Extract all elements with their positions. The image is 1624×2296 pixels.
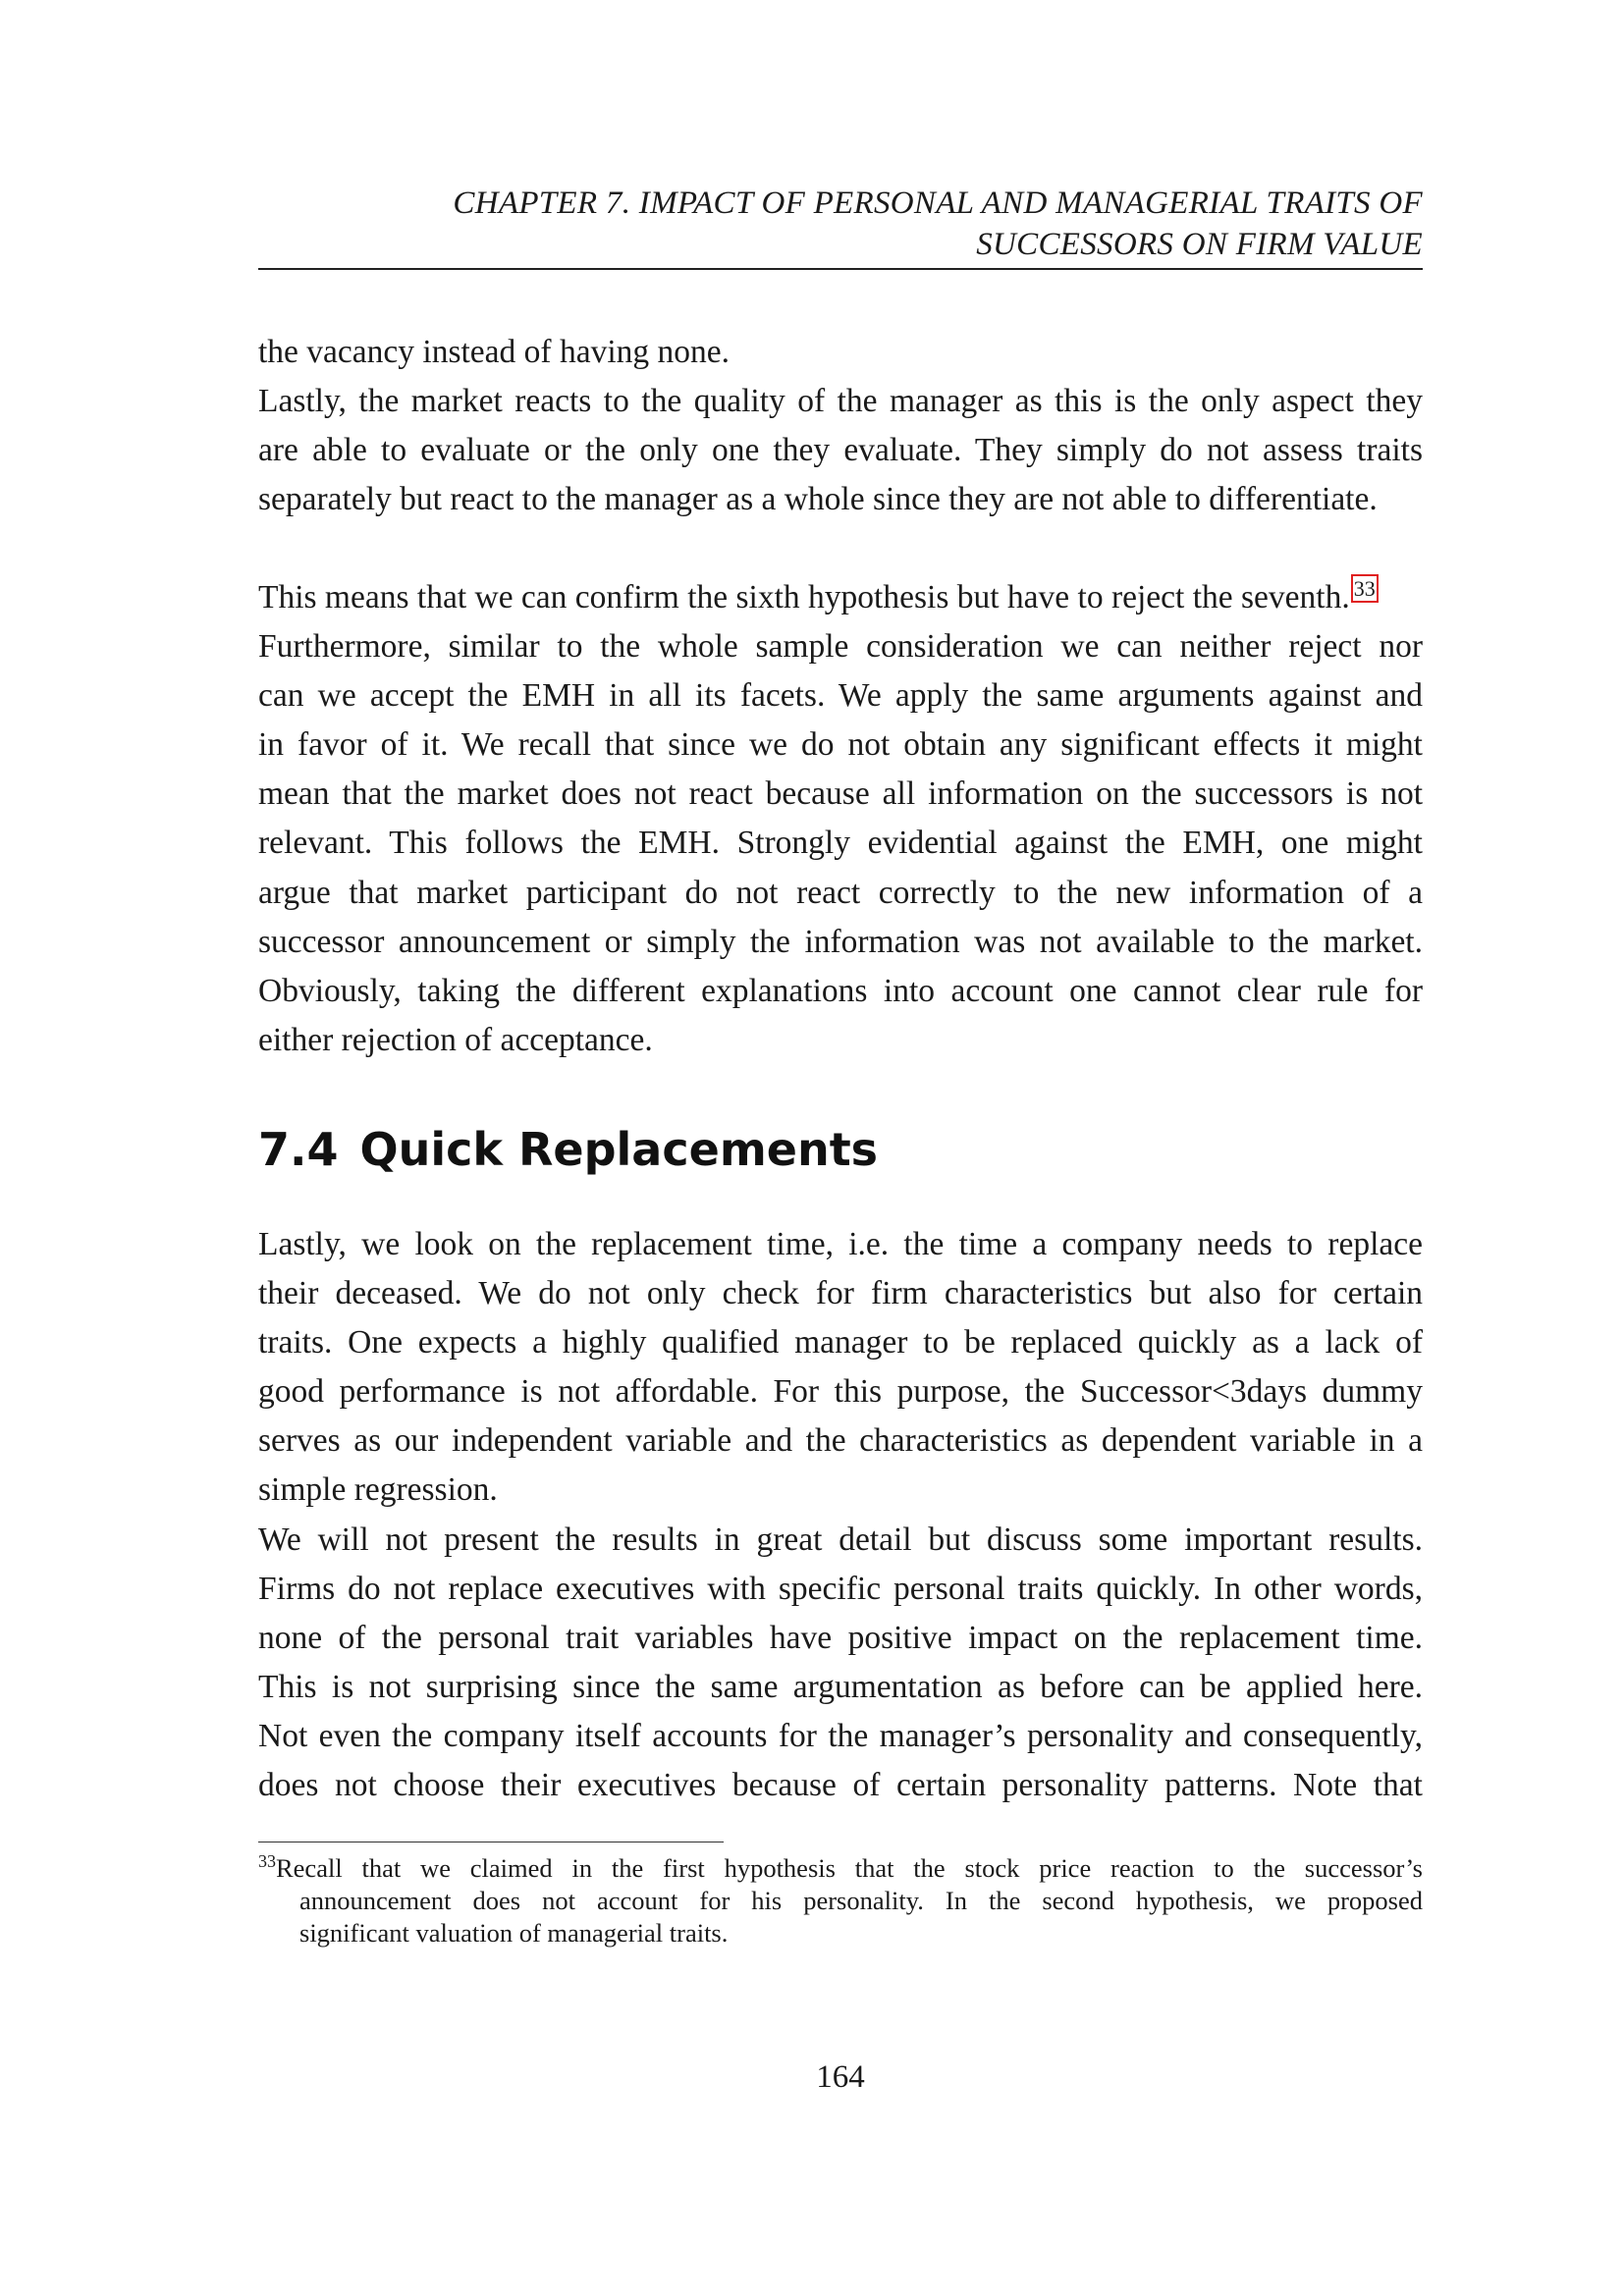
footnote-mark: 33 — [258, 1851, 276, 1872]
text-line: Lastly, we look on the replacement time, i.e. the time a company needs to replace — [258, 1226, 1423, 1262]
footnote-text: Recall that we claimed in the first hypothesis that the stock price reaction to the successor’s — [276, 1853, 1423, 1883]
footnote-line — [258, 1852, 1423, 1885]
paragraph-3 — [258, 1220, 1423, 1810]
text-line: simple regression. — [258, 1471, 498, 1509]
footnote-link-33[interactable]: 33 — [1351, 574, 1379, 603]
text-line: in favor of it. We recall that since we do not obtain any significant effects it might — [258, 726, 1423, 764]
text-line: argue that market participant do not react correctly to the new information of a — [258, 874, 1423, 911]
section-heading — [258, 1121, 878, 1178]
section-title: Quick Replacements — [359, 1123, 879, 1176]
header-line-2: SUCCESSORS ON FIRM VALUE — [976, 227, 1423, 262]
text-line: are able to evaluate or the only one they evaluate. They simply do not assess traits — [258, 432, 1423, 469]
footnote-33 — [258, 1852, 1423, 1949]
text-line: This is not surprising since the same argumentation as before can be applied here. — [258, 1668, 1423, 1705]
text-line: Furthermore, similar to the whole sample consideration we can neither reject nor — [258, 628, 1423, 666]
paragraph-2 — [258, 573, 1423, 1065]
text-line: Not even the company itself accounts for the manager’s personality and consequently, — [258, 1717, 1423, 1754]
running-header — [258, 183, 1423, 265]
text-line: Lastly, the market reacts to the quality of the manager as this is the only aspect they — [258, 383, 1423, 420]
text-line: either rejection of acceptance. — [258, 1021, 653, 1058]
text-line: Firms do not replace executives with specific personal traits quickly. In other words, — [258, 1570, 1423, 1607]
footnote-line: significant valuation of managerial traits. — [299, 1918, 729, 1948]
header-line-1: CHAPTER 7. IMPACT OF PERSONAL AND MANAGERIAL TRAITS OF — [453, 186, 1423, 221]
section-number: 7.4 — [258, 1123, 339, 1176]
text-line: serves as our independent variable and the characteristics as dependent variable in a — [258, 1422, 1423, 1460]
text-line: can we accept the EMH in all its facets. We apply the same arguments against and — [258, 677, 1423, 715]
text-line: We will not present the results in great detail but discuss some important results. — [258, 1521, 1423, 1558]
page-number: 164 — [816, 2059, 865, 2095]
text-line: Obviously, taking the different explanations into account one cannot clear rule for — [258, 972, 1423, 1009]
text-line: the vacancy instead of having none. — [258, 334, 730, 370]
text-line: traits. One expects a highly qualified manager to be replaced quickly as a lack of — [258, 1324, 1423, 1362]
text-line: good performance is not affordable. For this purpose, the Successor<3days dummy — [258, 1373, 1423, 1411]
text-line: mean that the market does not react because all information on the successors is not — [258, 775, 1423, 813]
paragraph-1 — [258, 328, 1423, 524]
text-line: relevant. This follows the EMH. Strongly evidential against the EMH, one might — [258, 825, 1423, 862]
text-line — [258, 573, 1423, 622]
text-line: separately but react to the manager as a whole since they are not able to differentiate. — [258, 481, 1378, 518]
text-line: none of the personal trait variables have positive impact on the replacement time. — [258, 1619, 1423, 1656]
text-line: their deceased. We do not only check for firm characteristics but also for certain — [258, 1275, 1423, 1312]
footnote-line: announcement does not account for his personality. In the second hypothesis, we proposed — [299, 1886, 1423, 1915]
text-line: does not choose their executives because of certain personality patterns. Note that — [258, 1767, 1423, 1804]
header-rule — [258, 268, 1423, 270]
text-line-content: This means that we can confirm the sixth hypothesis but have to reject the seventh. — [258, 579, 1350, 615]
text-line: successor announcement or simply the information was not available to the market. — [258, 923, 1423, 960]
